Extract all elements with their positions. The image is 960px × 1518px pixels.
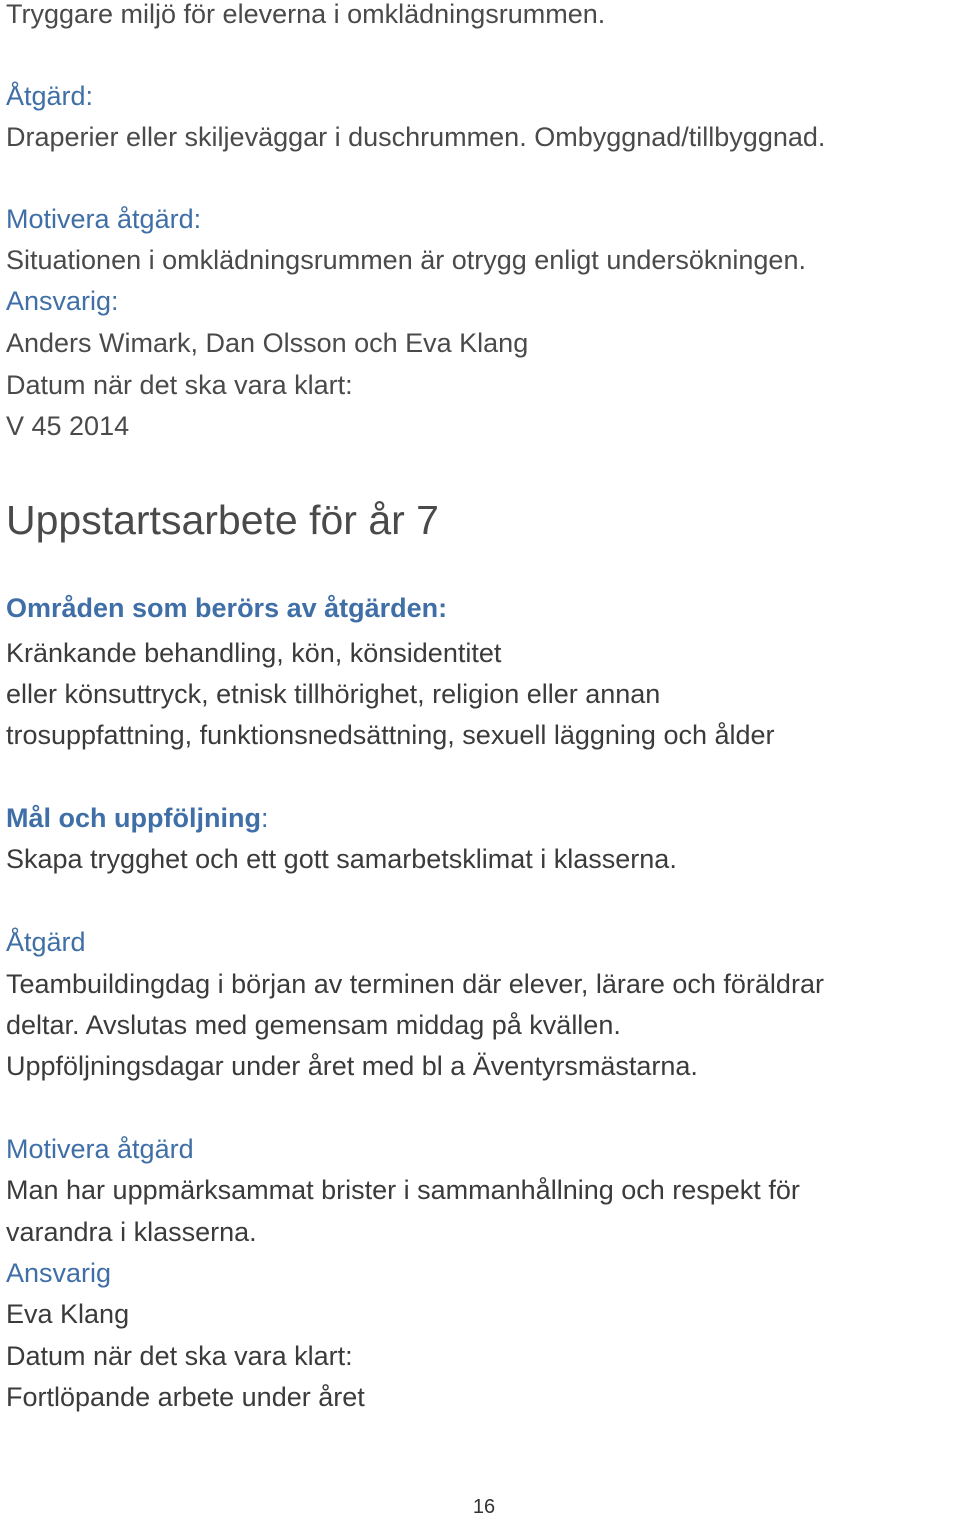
atgard-line-2: deltar. Avslutas med gemensam middag på kvällen. — [6, 1010, 621, 1040]
atgard-line-1: Teambuildingdag i början av terminen där elever, lärare och föräldrar — [6, 969, 824, 999]
mal-heading: Mål och uppföljning — [6, 803, 261, 833]
ansvarig-text-2: Eva Klang — [6, 1299, 130, 1329]
omraden-line-3: trosuppfattning, funktionsnedsättning, sexuell läggning och ålder — [6, 720, 775, 750]
page-number: 16 — [472, 1496, 496, 1518]
ansvarig-heading-2: Ansvarig — [6, 1258, 112, 1288]
datum-text-1: V 45 2014 — [6, 411, 130, 441]
ansvarig-heading-1: Ansvarig: — [6, 286, 119, 316]
atgard-heading-2: Åtgärd — [6, 927, 86, 957]
omraden-line-2: eller könsuttryck, etnisk tillhörighet, religion eller annan — [6, 679, 661, 709]
section-title: Uppstartsarbete för år 7 — [6, 497, 439, 543]
omraden-line-1: Kränkande behandling, kön, könsidentitet — [6, 638, 502, 668]
motivera-heading-1: Motivera åtgärd: — [6, 204, 202, 234]
motivera-line-1: Man har uppmärksammat brister i sammanhållning och respekt för — [6, 1175, 800, 1205]
motivera-line-2: varandra i klasserna. — [6, 1217, 257, 1247]
motivera-text-1: Situationen i omklädningsrummen är otrygg enligt undersökningen. — [6, 245, 806, 275]
datum-text-2: Fortlöpande arbete under året — [6, 1382, 365, 1412]
motivera-heading-2: Motivera åtgärd — [6, 1134, 194, 1164]
intro-text: Tryggare miljö för eleverna i omklädningsrummen. — [6, 0, 606, 29]
mal-text: Skapa trygghet och ett gott samarbetsklimat i klasserna. — [6, 844, 677, 874]
atgard-heading-1: Åtgärd: — [6, 81, 94, 111]
atgard-line-3: Uppföljningsdagar under året med bl a Äventyrsmästarna. — [6, 1051, 698, 1081]
mal-heading-line — [6, 805, 268, 832]
mal-colon: : — [260, 803, 269, 833]
datum-heading-2: Datum när det ska vara klart: — [6, 1341, 353, 1371]
omraden-heading: Områden som berörs av åtgärden: — [6, 593, 448, 623]
atgard-text-1: Draperier eller skiljeväggar i duschrummen. Ombyggnad/tillbyggnad. — [6, 122, 826, 152]
ansvarig-text-1: Anders Wimark, Dan Olsson och Eva Klang — [6, 328, 529, 358]
datum-heading-1: Datum när det ska vara klart: — [6, 370, 353, 400]
